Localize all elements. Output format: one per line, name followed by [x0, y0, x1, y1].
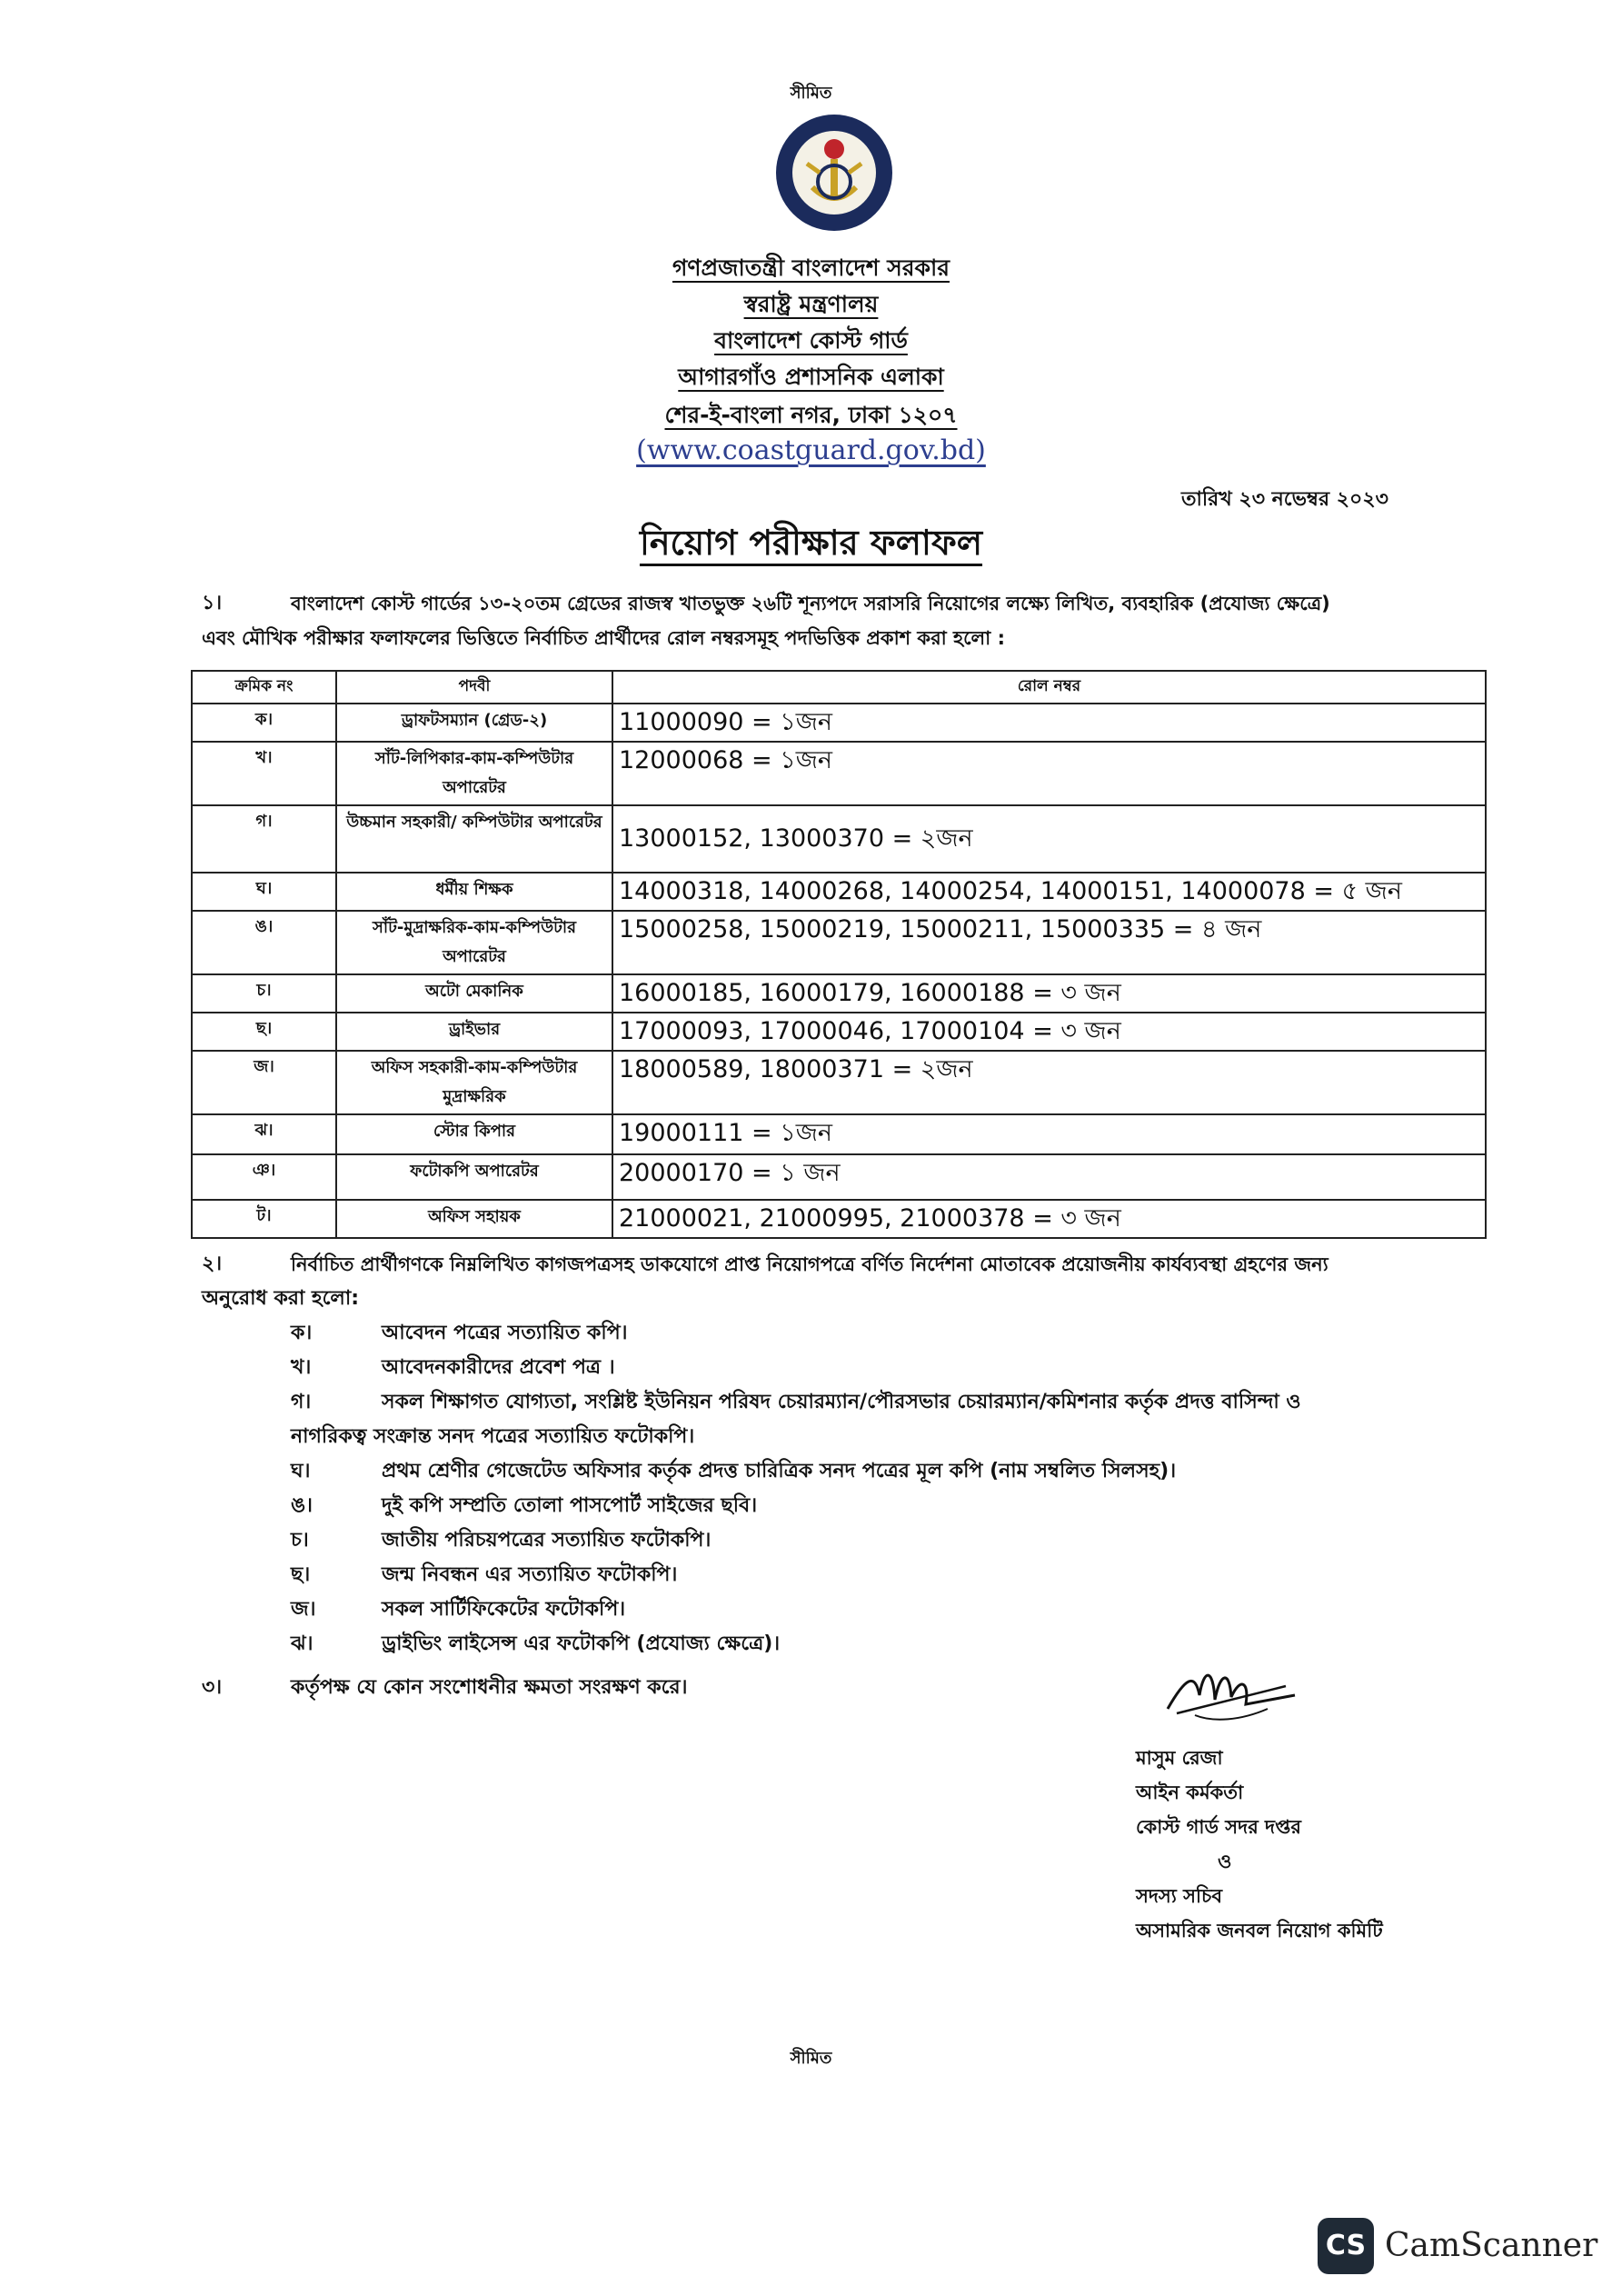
row-post: উচ্চমান সহকারী/ কম্পিউটার অপারেটর: [336, 805, 612, 873]
coast-guard-emblem-icon: [772, 109, 896, 236]
row-serial: খ।: [192, 742, 336, 805]
row-post: ড্রাফটসম্যান (গ্রেড-২): [336, 704, 612, 742]
website-link[interactable]: (www.coastguard.gov.bd): [636, 434, 986, 466]
header-address: শের-ই-বাংলা নগর, ঢাকা ১২০৭: [664, 402, 958, 428]
list-item-key: ক।: [291, 1322, 313, 1344]
header-area: আগারগাঁও প্রশাসনিক এলাকা: [678, 364, 944, 390]
row-serial: ঙ।: [192, 911, 336, 974]
issue-date: তারিখ ২৩ নভেম্বর ২০২৩: [1181, 488, 1388, 511]
row-post: ধর্মীয় শিক্ষক: [336, 873, 612, 911]
camscanner-logo-icon: CS: [1318, 2218, 1374, 2274]
table-row: [192, 1013, 1486, 1051]
list-item-text: আবেদন পত্রের সত্যায়িত কপি।: [382, 1322, 628, 1344]
signatory-designation: আইন কর্মকর্তা: [1136, 1782, 1244, 1803]
list-item: [291, 1592, 1301, 1627]
para1-number: ১।: [202, 592, 223, 614]
classification-top: সীমিত: [790, 84, 832, 103]
header-government: গণপ্রজাতন্ত্রী বাংলাদেশ সরকার: [672, 255, 950, 281]
signatory-and: ও: [1218, 1851, 1232, 1872]
table-row: [192, 1051, 1486, 1114]
table-row: [192, 805, 1486, 873]
list-item-key: ঘ।: [291, 1460, 311, 1482]
list-item-key: চ।: [291, 1529, 309, 1552]
row-roll-numbers: 21000021, 21000995, 21000378 = ৩ জন: [612, 1200, 1486, 1238]
row-roll-numbers: 20000170 = ১ জন: [612, 1154, 1486, 1200]
row-roll-numbers: 19000111 = ১জন: [612, 1114, 1486, 1154]
header-organization: বাংলাদেশ কোস্ট গার্ড: [714, 327, 908, 354]
list-item: [291, 1420, 1301, 1454]
list-item-key: ঙ।: [291, 1494, 313, 1517]
list-item-text: জাতীয় পরিচয়পত্রের সত্যায়িত ফটোকপি।: [382, 1529, 711, 1552]
list-item-key: খ।: [291, 1356, 312, 1379]
para2-line1: নির্বাচিত প্রার্থীগণকে নিম্নলিখিত কাগজপত্রসহ ডাকযোগে প্রাপ্ত নিয়োগপত্রে বর্ণিত নির্দেশনা মোতাবেক প্রয়োজনীয় কার্যব্যবস্থা গ্রহণের জন্য: [291, 1253, 1328, 1275]
list-item-key: জ।: [291, 1598, 316, 1621]
row-roll-numbers: 15000258, 15000219, 15000211, 15000335 = ৪ জন: [612, 911, 1486, 974]
table-row: [192, 911, 1486, 974]
signatory-name: মাসুম রেজা: [1136, 1747, 1223, 1769]
classification-bottom: সীমিত: [790, 2049, 832, 2068]
para3-text: কর্তৃপক্ষ যে কোন সংশোধনীর ক্ষমতা সংরক্ষণ করে।: [291, 1676, 688, 1699]
row-post: স্টোর কিপার: [336, 1114, 612, 1154]
list-item-text: দুই কপি সম্প্রতি তোলা পাসপোর্ট সাইজের ছবি।: [382, 1494, 758, 1517]
para2-line2: অনুরোধ করা হলো:: [202, 1287, 359, 1310]
results-table: [191, 670, 1487, 1239]
table-row: [192, 1154, 1486, 1200]
list-item: [291, 1316, 1301, 1351]
list-item: [291, 1385, 1301, 1420]
row-roll-numbers: 12000068 = ১জন: [612, 742, 1486, 805]
table-row: [192, 742, 1486, 805]
signatory-committee: অসামরিক জনবল নিয়োগ কমিটি: [1136, 1920, 1383, 1942]
list-item: [291, 1489, 1301, 1523]
row-roll-numbers: 18000589, 18000371 = ২জন: [612, 1051, 1486, 1114]
table-row: [192, 1114, 1486, 1154]
row-roll-numbers: 11000090 = ১জন: [612, 704, 1486, 742]
list-item-key: ঝ।: [291, 1632, 313, 1655]
row-serial: গ।: [192, 805, 336, 873]
list-item-text: ড্রাইভিং লাইসেন্স এর ফটোকপি (প্রযোজ্য ক্ষেত্রে)।: [382, 1632, 781, 1655]
list-item-text: প্রথম শ্রেণীর গেজেটেড অফিসার কর্তৃক প্রদত্ত চারিত্রিক সনদ পত্রের মূল কপি (নাম সম্বলিত সিলসহ)।: [382, 1460, 1177, 1482]
row-post: ড্রাইভার: [336, 1013, 612, 1051]
list-item-key: ছ।: [291, 1563, 311, 1586]
table-row: [192, 873, 1486, 911]
page-title: নিয়োগ পরীক্ষার ফলাফল: [639, 523, 983, 563]
row-serial: চ।: [192, 974, 336, 1013]
table-row: [192, 974, 1486, 1013]
row-serial: ট।: [192, 1200, 336, 1238]
list-item: [291, 1558, 1301, 1592]
list-item-text: সকল শিক্ষাগত যোগ্যতা, সংশ্লিষ্ট ইউনিয়ন পরিষদ চেয়ারম্যান/পৌরসভার চেয়ারম্যান/কমিশনার কর্তৃক প্রদত্ত বাসিন্দা ও: [382, 1391, 1301, 1413]
table-row: [192, 1200, 1486, 1238]
list-item: [291, 1523, 1301, 1558]
row-serial: ঘ।: [192, 873, 336, 911]
table-row: [192, 704, 1486, 742]
para1-line1: বাংলাদেশ কোস্ট গার্ডের ১৩-২০তম গ্রেডের রাজস্ব খাতভুক্ত ২৬টি শূন্যপদে সরাসরি নিয়োগের লক্ষ্যে লিখিত, ব্যবহারিক (প্রযোজ্য ক্ষেত্রে): [291, 593, 1330, 614]
list-item: [291, 1351, 1301, 1385]
row-post: সাঁট-মুদ্রাক্ষরিক-কাম-কম্পিউটার অপারেটর: [336, 911, 612, 974]
col-serial-header: ক্রমিক নং: [192, 671, 336, 704]
row-serial: জ।: [192, 1051, 336, 1114]
row-roll-numbers: 14000318, 14000268, 14000254, 14000151, 14000078 = ৫ জন: [612, 873, 1486, 911]
list-item-text: জন্ম নিবন্ধন এর সত্যায়িত ফটোকপি।: [382, 1563, 678, 1586]
list-item-text: সকল সার্টিফিকেটের ফটোকপি।: [382, 1598, 626, 1621]
signatory-role: সদস্য সচিব: [1136, 1885, 1223, 1907]
list-item: [291, 1454, 1301, 1489]
row-roll-numbers: 16000185, 16000179, 16000188 = ৩ জন: [612, 974, 1486, 1013]
para3-number: ৩।: [202, 1676, 223, 1699]
row-serial: ঝ।: [192, 1114, 336, 1154]
row-serial: ক।: [192, 704, 336, 742]
para2-number: ২।: [202, 1253, 223, 1275]
list-item-text: নাগরিকত্ব সংক্রান্ত সনদ পত্রের সত্যায়িত ফটোকপি।: [291, 1425, 695, 1448]
camscanner-label: CamScanner: [1385, 2227, 1598, 2264]
col-roll-header: রোল নম্বর: [612, 671, 1486, 704]
col-post-header: পদবী: [336, 671, 612, 704]
row-post: অফিস সহায়ক: [336, 1200, 612, 1238]
row-post: অফিস সহকারী-কাম-কম্পিউটার মুদ্রাক্ষরিক: [336, 1051, 612, 1114]
para1-line2: এবং মৌখিক পরীক্ষার ফলাফলের ভিত্তিতে নির্বাচিত প্রার্থীদের রোল নম্বরসমূহ পদভিত্তিক প্রকাশ করা হলো :: [202, 627, 1005, 649]
header-ministry: স্বরাষ্ট্র মন্ত্রণালয়: [743, 291, 879, 317]
row-post: সাঁট-লিপিকার-কাম-কম্পিউটার অপারেটর: [336, 742, 612, 805]
row-post: ফটোকপি অপারেটর: [336, 1154, 612, 1200]
list-item: [291, 1627, 1301, 1662]
row-roll-numbers: 13000152, 13000370 = ২জন: [612, 805, 1486, 873]
row-post: অটো মেকানিক: [336, 974, 612, 1013]
table-header-row: [192, 671, 1486, 704]
list-item-key: গ।: [291, 1391, 312, 1413]
document-list: [291, 1316, 1301, 1662]
list-item-text: আবেদনকারীদের প্রবেশ পত্র ।: [382, 1356, 615, 1379]
signature-scribble-icon: [1159, 1659, 1304, 1732]
signatory-office: কোস্ট গার্ড সদর দপ্তর: [1136, 1816, 1301, 1838]
row-roll-numbers: 17000093, 17000046, 17000104 = ৩ জন: [612, 1013, 1486, 1051]
row-serial: ছ।: [192, 1013, 336, 1051]
row-serial: ঞ।: [192, 1154, 336, 1200]
